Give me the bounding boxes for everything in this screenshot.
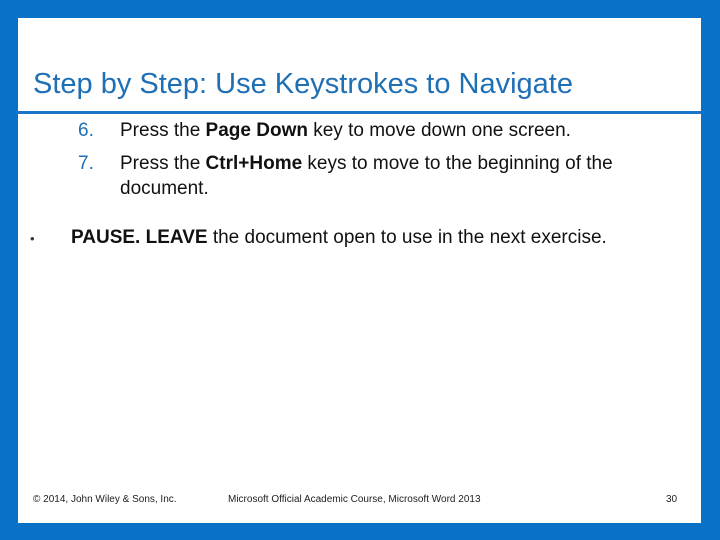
step-text-pre: Press the [120, 120, 206, 141]
footer-copyright: © 2014, John Wiley & Sons, Inc. [33, 494, 177, 505]
step-text [120, 151, 680, 201]
bullet-text [71, 225, 631, 250]
step-number: 6. [78, 120, 94, 141]
step-number: 7. [78, 153, 94, 174]
bullet-bold-leave: LEAVE [145, 227, 208, 248]
slide-title: Step by Step: Use Keystrokes to Navigate [33, 68, 573, 100]
step-text-pre: Press the [120, 153, 206, 174]
footer-page-number: 30 [666, 494, 678, 505]
slide [18, 18, 701, 523]
bullet-text-post: the document open to use in the next exercise. [207, 227, 607, 248]
footer-course: Microsoft Official Academic Course, Microsoft Word 2013 [228, 494, 481, 505]
title-divider [18, 111, 701, 114]
bullet-bold-pause: PAUSE. [71, 227, 141, 248]
bullet-marker: • [30, 231, 35, 246]
step-text-post: keys to move to the beginning of the document. [120, 153, 613, 199]
step-text-post: key to move down one screen. [307, 120, 571, 141]
step-key-name: Ctrl+Home [205, 153, 303, 174]
step-text [120, 118, 680, 143]
step-key-name: Page Down [205, 120, 308, 141]
